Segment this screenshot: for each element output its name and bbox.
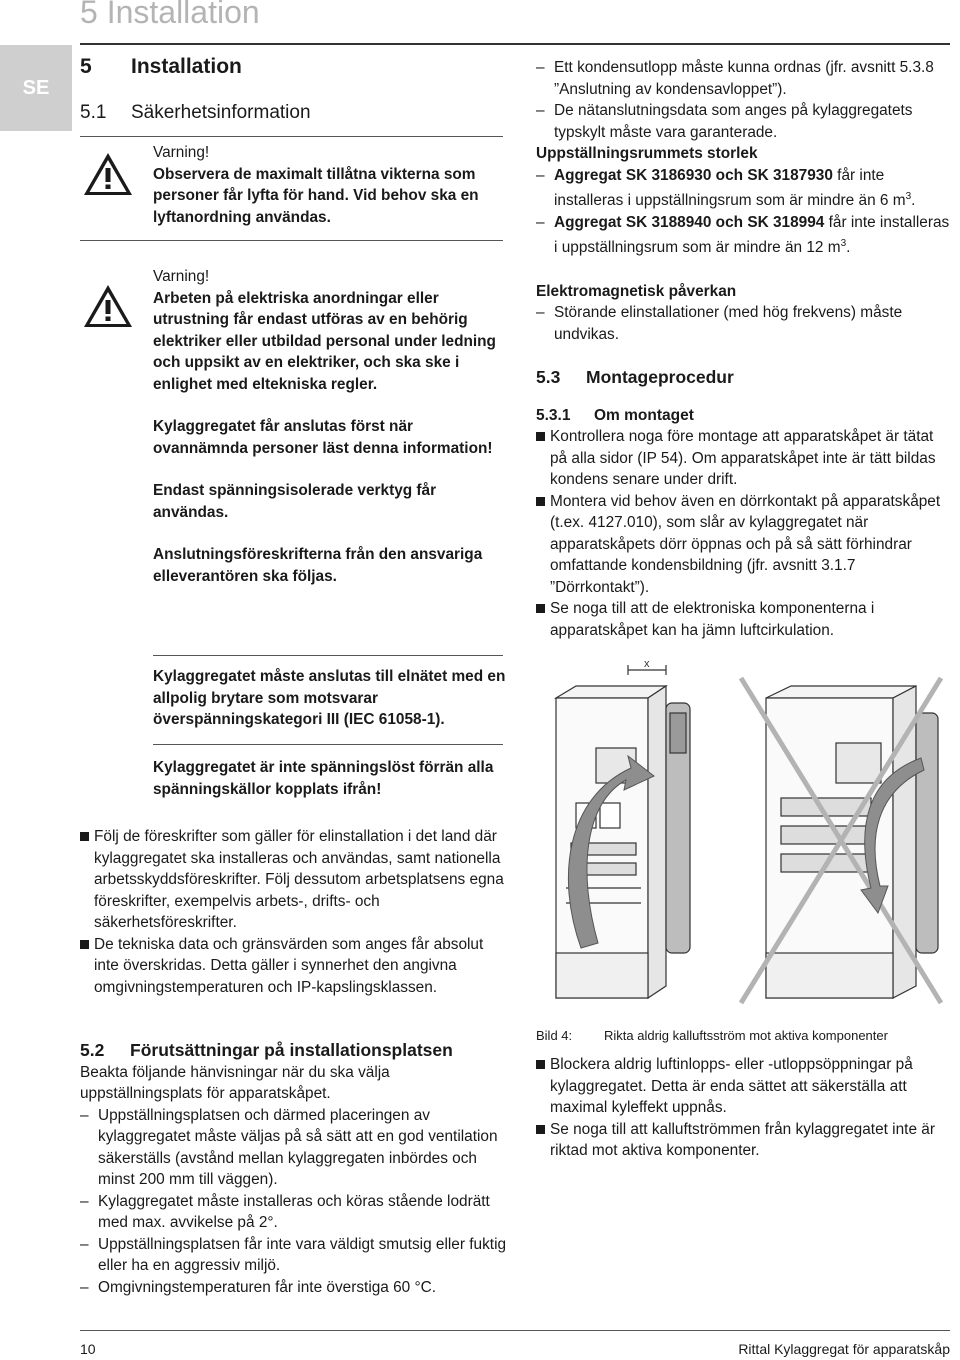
bullet-square-icon [536, 432, 545, 441]
warning-2-text [153, 266, 503, 587]
subsection-title [80, 102, 311, 124]
warning-label: Varning! [153, 268, 210, 285]
list-item: – Störande elinstallationer (med hög frekvens) måste undvikas. [536, 304, 903, 343]
figure-caption-label: Bild 4: [536, 1028, 573, 1043]
bullet-square-icon [536, 604, 545, 613]
figure-caption [536, 1028, 888, 1043]
warning-1-text [153, 142, 503, 228]
list-item: – De nätanslutningsdata som anges på kylaggregatets typskylt måste vara garanterade. [536, 102, 913, 141]
subsection-title-text: Säkerhetsinformation [131, 102, 311, 123]
running-header: 5 Installation [80, 0, 260, 30]
warning-label: Varning! [153, 144, 210, 161]
footer-title: Rittal Kylaggregat för apparatskåp [738, 1341, 950, 1357]
list-item: – Uppställningsplatsen får inte vara väldigt smutsig eller fuktig eller ha en aggressiv miljö. [80, 1235, 507, 1274]
section-title [80, 55, 242, 79]
section-5-3-heading: 5.3 Montageprocedur [536, 367, 734, 388]
warning-2-para-5: Kylaggregatet måste anslutas till elnätet med en allpolig brytare som motsvarar överspänningskategori III (IEC 61058-1). [153, 668, 506, 728]
list-item: – Aggregat SK 3188940 och SK 318994 får inte installeras i uppställningsrum som är mindre än 12 $m^3$. [536, 213, 950, 257]
emi-heading: Elektromagnetisk påverkan [536, 282, 737, 300]
list-item: Kontrollera noga före montage att apparatskåpet är tätat på alla sidor (IP 54). Om apparatskåpet inte är tätt bildas kondens senare under drift. [536, 426, 952, 491]
list-item: – Kylaggregatet måste installeras och köras stående lodrätt med max. avvikelse på 2°. [80, 1192, 490, 1231]
warning-triangle-icon [82, 283, 134, 329]
footer-rule [80, 1330, 950, 1331]
bullet-square-icon [536, 1125, 545, 1134]
section-number: 5 [80, 55, 92, 78]
list-item: Följ de föreskrifter som gäller för elinstallation i det land där kylaggregatet ska installeras och användas, samt nationella arbetsskyddsföreskrifter. Följ dessutom arbetsplatsens egna föreskrifter, exempelvis arbets-, drifts- och säkerhetsföreskrifter. [80, 826, 508, 934]
page-number: 10 [80, 1341, 96, 1357]
figure-caption-text: Rikta aldrig kalluftsström mot aktiva komponenter [604, 1028, 888, 1043]
warning-2-para-2: Kylaggregatet får anslutas först när ovannämnda personer läst denna information! [153, 418, 493, 457]
section-5-2-intro: Beakta följande hänvisningar när du ska välja uppställningsplats för apparatskåpet. [80, 1063, 390, 1102]
separator-rule [153, 655, 503, 656]
bullet-square-icon [536, 497, 545, 506]
safety-bullets [80, 826, 508, 998]
warning-2-para-6: Kylaggregatet är inte spänningslöst förrän alla spänningskällor kopplats ifrån! [153, 759, 494, 798]
dimension-label: x [644, 658, 650, 670]
warning-1-body: Observera de maximalt tillåtna vikterna som personer får lyfta för hand. Vid behov ska en lyftanordning användas. [153, 165, 479, 226]
bullet-square-icon [536, 1060, 545, 1069]
separator-rule [153, 744, 503, 745]
list-item: – Aggregat SK 3186930 och SK 3187930 får inte installeras i uppställningsrum som är mindre än 6 $m^3$. [536, 166, 916, 210]
right-column-top [536, 57, 952, 641]
list-item: Se noga till att de elektroniska komponenterna i apparatskåpet kan ha jämn luftcirkulation. [536, 598, 952, 641]
section-5-3-1-heading: 5.3.1 Om montaget [536, 406, 694, 424]
list-item: – Ett kondensutlopp måste kunna ordnas (jfr. avsnitt 5.3.8 ”Anslutning av kondensavloppet”). [536, 59, 934, 98]
list-item: – Uppställningsplatsen och därmed placeringen av kylaggregatet måste väljas på så sätt att en god ventilation säkerställs (avstånd mellan kylaggregaten inbördes och minst 200 mm till väggen). [80, 1106, 498, 1188]
cabinet-airflow-illustration [536, 658, 956, 1018]
room-size-heading: Uppställningsrummets storlek [536, 145, 758, 162]
warning-2-para-3: Endast spänningsisolerade verktyg får användas. [153, 482, 437, 521]
warning-box-2 [80, 258, 503, 638]
warning-triangle-icon [82, 151, 134, 197]
section-5-2-heading: 5.2 Förutsättningar på installationsplatsen [80, 1040, 453, 1060]
list-item: Blockera aldrig luftinlopps- eller -utloppsöppningar på kylaggregatet. Detta är enda sättet att säkerställa att maximal kyleffekt uppnås. [536, 1054, 952, 1119]
warning-box-1 [80, 136, 503, 241]
bullet-square-icon [80, 832, 89, 841]
subsection-number: 5.1 [80, 102, 107, 123]
header-rule [80, 43, 950, 45]
list-item: – Omgivningstemperaturen får inte överstiga 60 °C. [80, 1278, 437, 1296]
right-column-bottom [536, 1054, 952, 1162]
list-item: Montera vid behov även en dörrkontakt på apparatskåpet (t.ex. 4127.010), som slår av kylaggregatet när apparatskåpets dörr öppnas och på så sätt förhindrar omfattande kondensbildning (jfr. avsnitt 3.1.7 ”Dörrkontakt”). [536, 491, 952, 599]
bullet-square-icon [80, 940, 89, 949]
section-title-text: Installation [131, 55, 242, 78]
list-item: Se noga till att kalluftströmmen från kylaggregatet inte är riktad mot aktiva komponenter. [536, 1119, 952, 1162]
language-tab: SE [0, 45, 72, 131]
list-item: De tekniska data och gränsvärden som anges får absolut inte överskridas. Detta gäller i synnerhet den angivna omgivningstemperaturen och IP-kapslingsklassen. [80, 934, 508, 999]
warning-2-para-4: Anslutningsföreskrifterna från den ansvariga elleverantören ska följas. [153, 546, 483, 585]
warning-2-para-1: Arbeten på elektriska anordningar eller utrustning får endast utföras av en behörig elektriker eller utbildad personal under ledning och uppsikt av en elektriker, och ska ske i enlighet med eltekniska regler. [153, 289, 496, 393]
section-5-2 [80, 1040, 508, 1298]
